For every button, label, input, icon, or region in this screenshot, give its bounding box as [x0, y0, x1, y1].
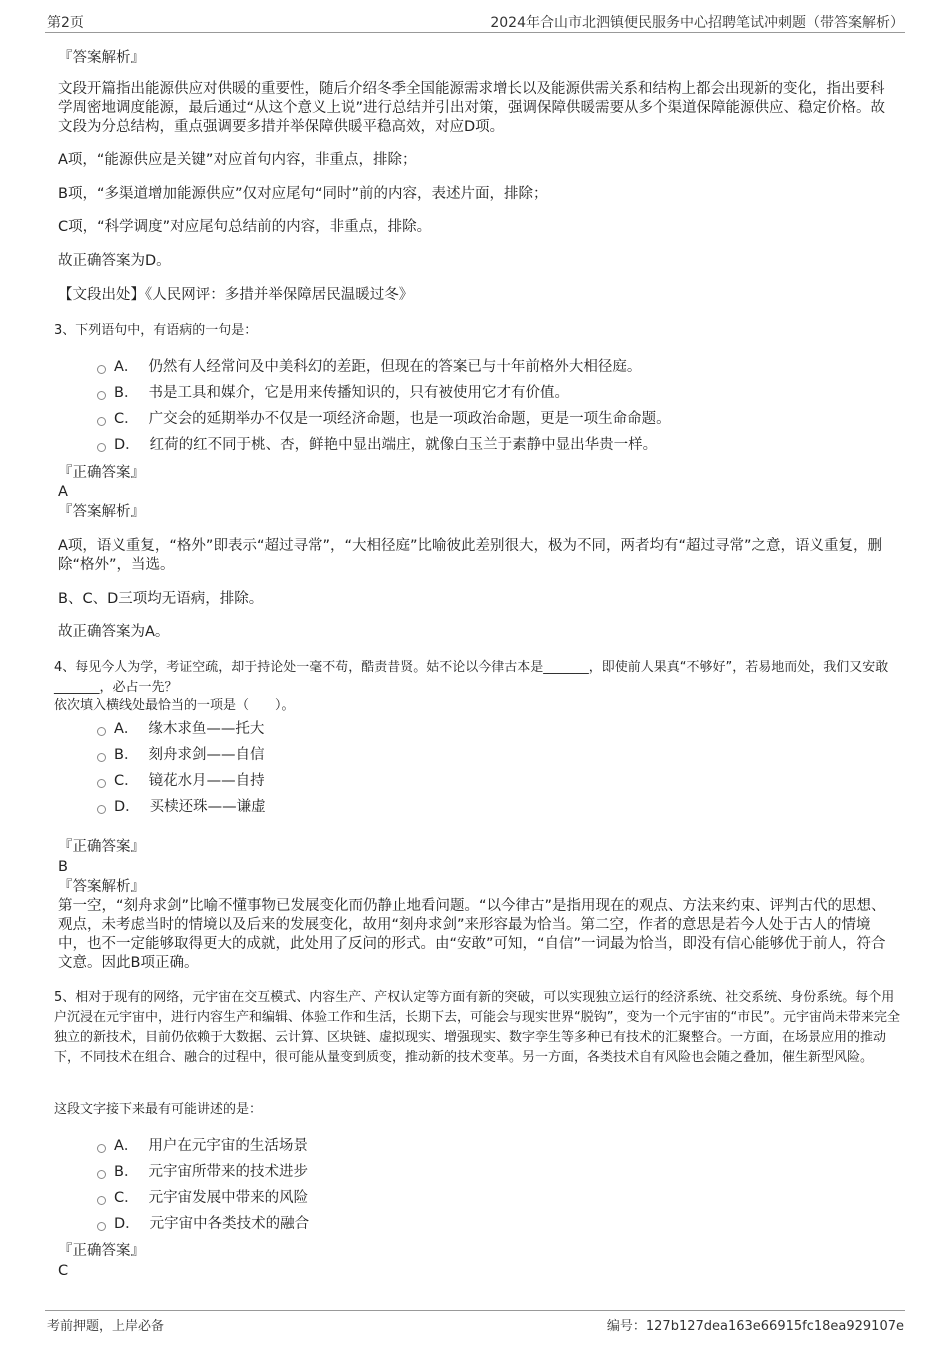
question-4-option-d[interactable]: D． 买椟还珠——谦虚: [97, 797, 266, 817]
analysis-paragraph: 文段开篇指出能源供应对供暖的重要性，随后介绍冬季全国能源需求增长以及能源供需关系和结构上都会出现新的变化，指出要科学周密地调度能源，最后通过“从这个意义上说”进行总结并引出对策，强调保障供暖需要从多个渠道保障能源供应、稳定价格。故文段为分总结构，重点强调要多措并举保障供暖平稳高效，对应D项。: [58, 81, 886, 135]
radio-icon[interactable]: [97, 417, 106, 426]
question-4-answer: B: [58, 859, 68, 875]
radio-icon[interactable]: [97, 805, 106, 814]
radio-icon[interactable]: [97, 779, 106, 788]
footer-divider: [45, 1310, 905, 1311]
source-citation: 【文段出处】《人民网评：多措并举保障居民温暖过冬》: [58, 287, 414, 303]
radio-icon[interactable]: [97, 727, 106, 736]
question-3-option-d[interactable]: D． 红荷的红不同于桃、杏，鲜艳中显出端庄，就像白玉兰于素静中显出华贵一样。: [97, 435, 657, 455]
question-4-analysis: 第一空，“刻舟求剑”比喻不懂事物已发展变化而仍静止地看问题。“以今律古”是指用现在的观点、方法来约束、评判古代的思想、观点，未考虑当时的情境以及后来的发展变化，故用“刻舟求剑”来形容最为恰当。第二空，作者的意思是若今人处于古人的情境中，也不一定能够取得更大的成就，此处用了反问的形式。由“安敢”可知，“自信”一词最为恰当，即没有信心能够优于前人，符合文意。因此B项正确。: [58, 898, 886, 971]
question-5-answer-label: 『正确答案』: [58, 1243, 145, 1259]
footer-code: [607, 1315, 904, 1334]
radio-icon[interactable]: [97, 1170, 106, 1179]
question-4-stem: 4、每见今人为学，考证空疏，却于持论处一毫不苟，酷责昔贤。姑不论以今律古本是_______，即使前人果真“不够好”，若易地而处，我们又安敢_______，必占一先？: [54, 660, 889, 695]
question-5-option-b[interactable]: B． 元宇宙所带来的技术进步: [97, 1162, 308, 1182]
radio-icon[interactable]: [97, 1222, 106, 1231]
question-4-option-b[interactable]: B． 刻舟求剑——自信: [97, 745, 264, 765]
question-3-option-c[interactable]: C． 广交会的延期举办不仅是一项经济命题，也是一项政治命题，更是一项生命命题。: [97, 409, 671, 429]
footer-slogan: 考前押题，上岸必备: [47, 1319, 165, 1334]
question-5-option-a[interactable]: A． 用户在元宇宙的生活场景: [97, 1136, 308, 1156]
question-4-option-a[interactable]: A． 缘木求鱼——托大: [97, 719, 264, 739]
question-4-analysis-label: 『答案解析』: [58, 879, 145, 895]
question-3-option-b[interactable]: B． 书是工具和媒介，它是用来传播知识的，只有被使用它才有价值。: [97, 383, 569, 403]
radio-icon[interactable]: [97, 391, 106, 400]
radio-icon[interactable]: [97, 365, 106, 374]
footer-code-label: 编号：: [606, 1319, 646, 1334]
question-4-option-c[interactable]: C． 镜花水月——自持: [97, 771, 265, 791]
page-number: 第2页: [47, 15, 84, 31]
question-5-option-d[interactable]: D． 元宇宙中各类技术的融合: [97, 1214, 309, 1234]
analysis-line-c: C项，“科学调度”对应尾句总结前的内容，非重点，排除。: [58, 219, 432, 235]
question-3-answer: A: [58, 484, 68, 500]
question-3-analysis-a: A项，语义重复，“格外”即表示“超过寻常”，“大相径庭”比喻彼此差别很大，极为不同，两者均有“超过寻常”之意，语义重复，删除“格外”，当选。: [58, 538, 883, 573]
radio-icon[interactable]: [97, 1196, 106, 1205]
question-3-answer-label: 『正确答案』: [58, 465, 145, 481]
analysis-conclusion: 故正确答案为D。: [58, 253, 171, 269]
question-5-option-c[interactable]: C． 元宇宙发展中带来的风险: [97, 1188, 308, 1208]
question-3-option-a[interactable]: A． 仍然有人经常问及中美科幻的差距，但现在的答案已与十年前格外大相径庭。: [97, 357, 641, 377]
question-4-answer-label: 『正确答案』: [58, 839, 145, 855]
question-3-analysis-label: 『答案解析』: [58, 504, 145, 520]
question-5-answer: C: [58, 1263, 69, 1279]
header-divider: [45, 32, 905, 33]
radio-icon[interactable]: [97, 443, 106, 452]
document-title: 2024年合山市北泗镇便民服务中心招聘笔试冲刺题（带答案解析）: [490, 15, 904, 31]
question-3-analysis-bcd: B、C、D三项均无语病，排除。: [58, 591, 264, 607]
analysis-line-b: B项，“多渠道增加能源供应”仅对应尾句“同时”前的内容，表述片面，排除；: [58, 186, 548, 202]
radio-icon[interactable]: [97, 1144, 106, 1153]
question-3-stem: 3、下列语句中，有语病的一句是：: [54, 323, 258, 338]
question-5-instruction: 这段文字接下来最有可能讲述的是：: [54, 1102, 263, 1117]
analysis-line-a: A项，“能源供应是关键”对应首句内容，非重点，排除；: [58, 152, 417, 168]
question-3-conclusion: 故正确答案为A。: [58, 624, 170, 640]
question-5-stem: 5、相对于现有的网络，元宇宙在交互模式、内容生产、产权认定等方面有新的突破，可以实现独立运行的经济系统、社交系统、身份系统。每个用户沉浸在元宇宙中，进行内容生产和编辑、体验工作和生活，长期下去，可能会与现实世界“脱钩”，变为一个元宇宙的“市民”。元宇宙尚未带来完全独立的新技术，目前仍依赖于大数据、云计算、区块链、虚拟现实、增强现实、数字孪生等多种已有技术的汇聚整合。一方面，在场景应用的推动下，不同技术在组合、融合的过程中，很可能从量变到质变，推动新的技术变革。另一方面，各类技术自有风险也会随之叠加，催生新型风险。: [54, 990, 900, 1065]
footer-code-value: 127b127dea163e66915fc18ea929107e: [645, 1319, 904, 1334]
question-4-instruction: 依次填入横线处最恰当的一项是（ ）。: [54, 698, 295, 713]
radio-icon[interactable]: [97, 753, 106, 762]
analysis-label: 『答案解析』: [58, 50, 145, 66]
